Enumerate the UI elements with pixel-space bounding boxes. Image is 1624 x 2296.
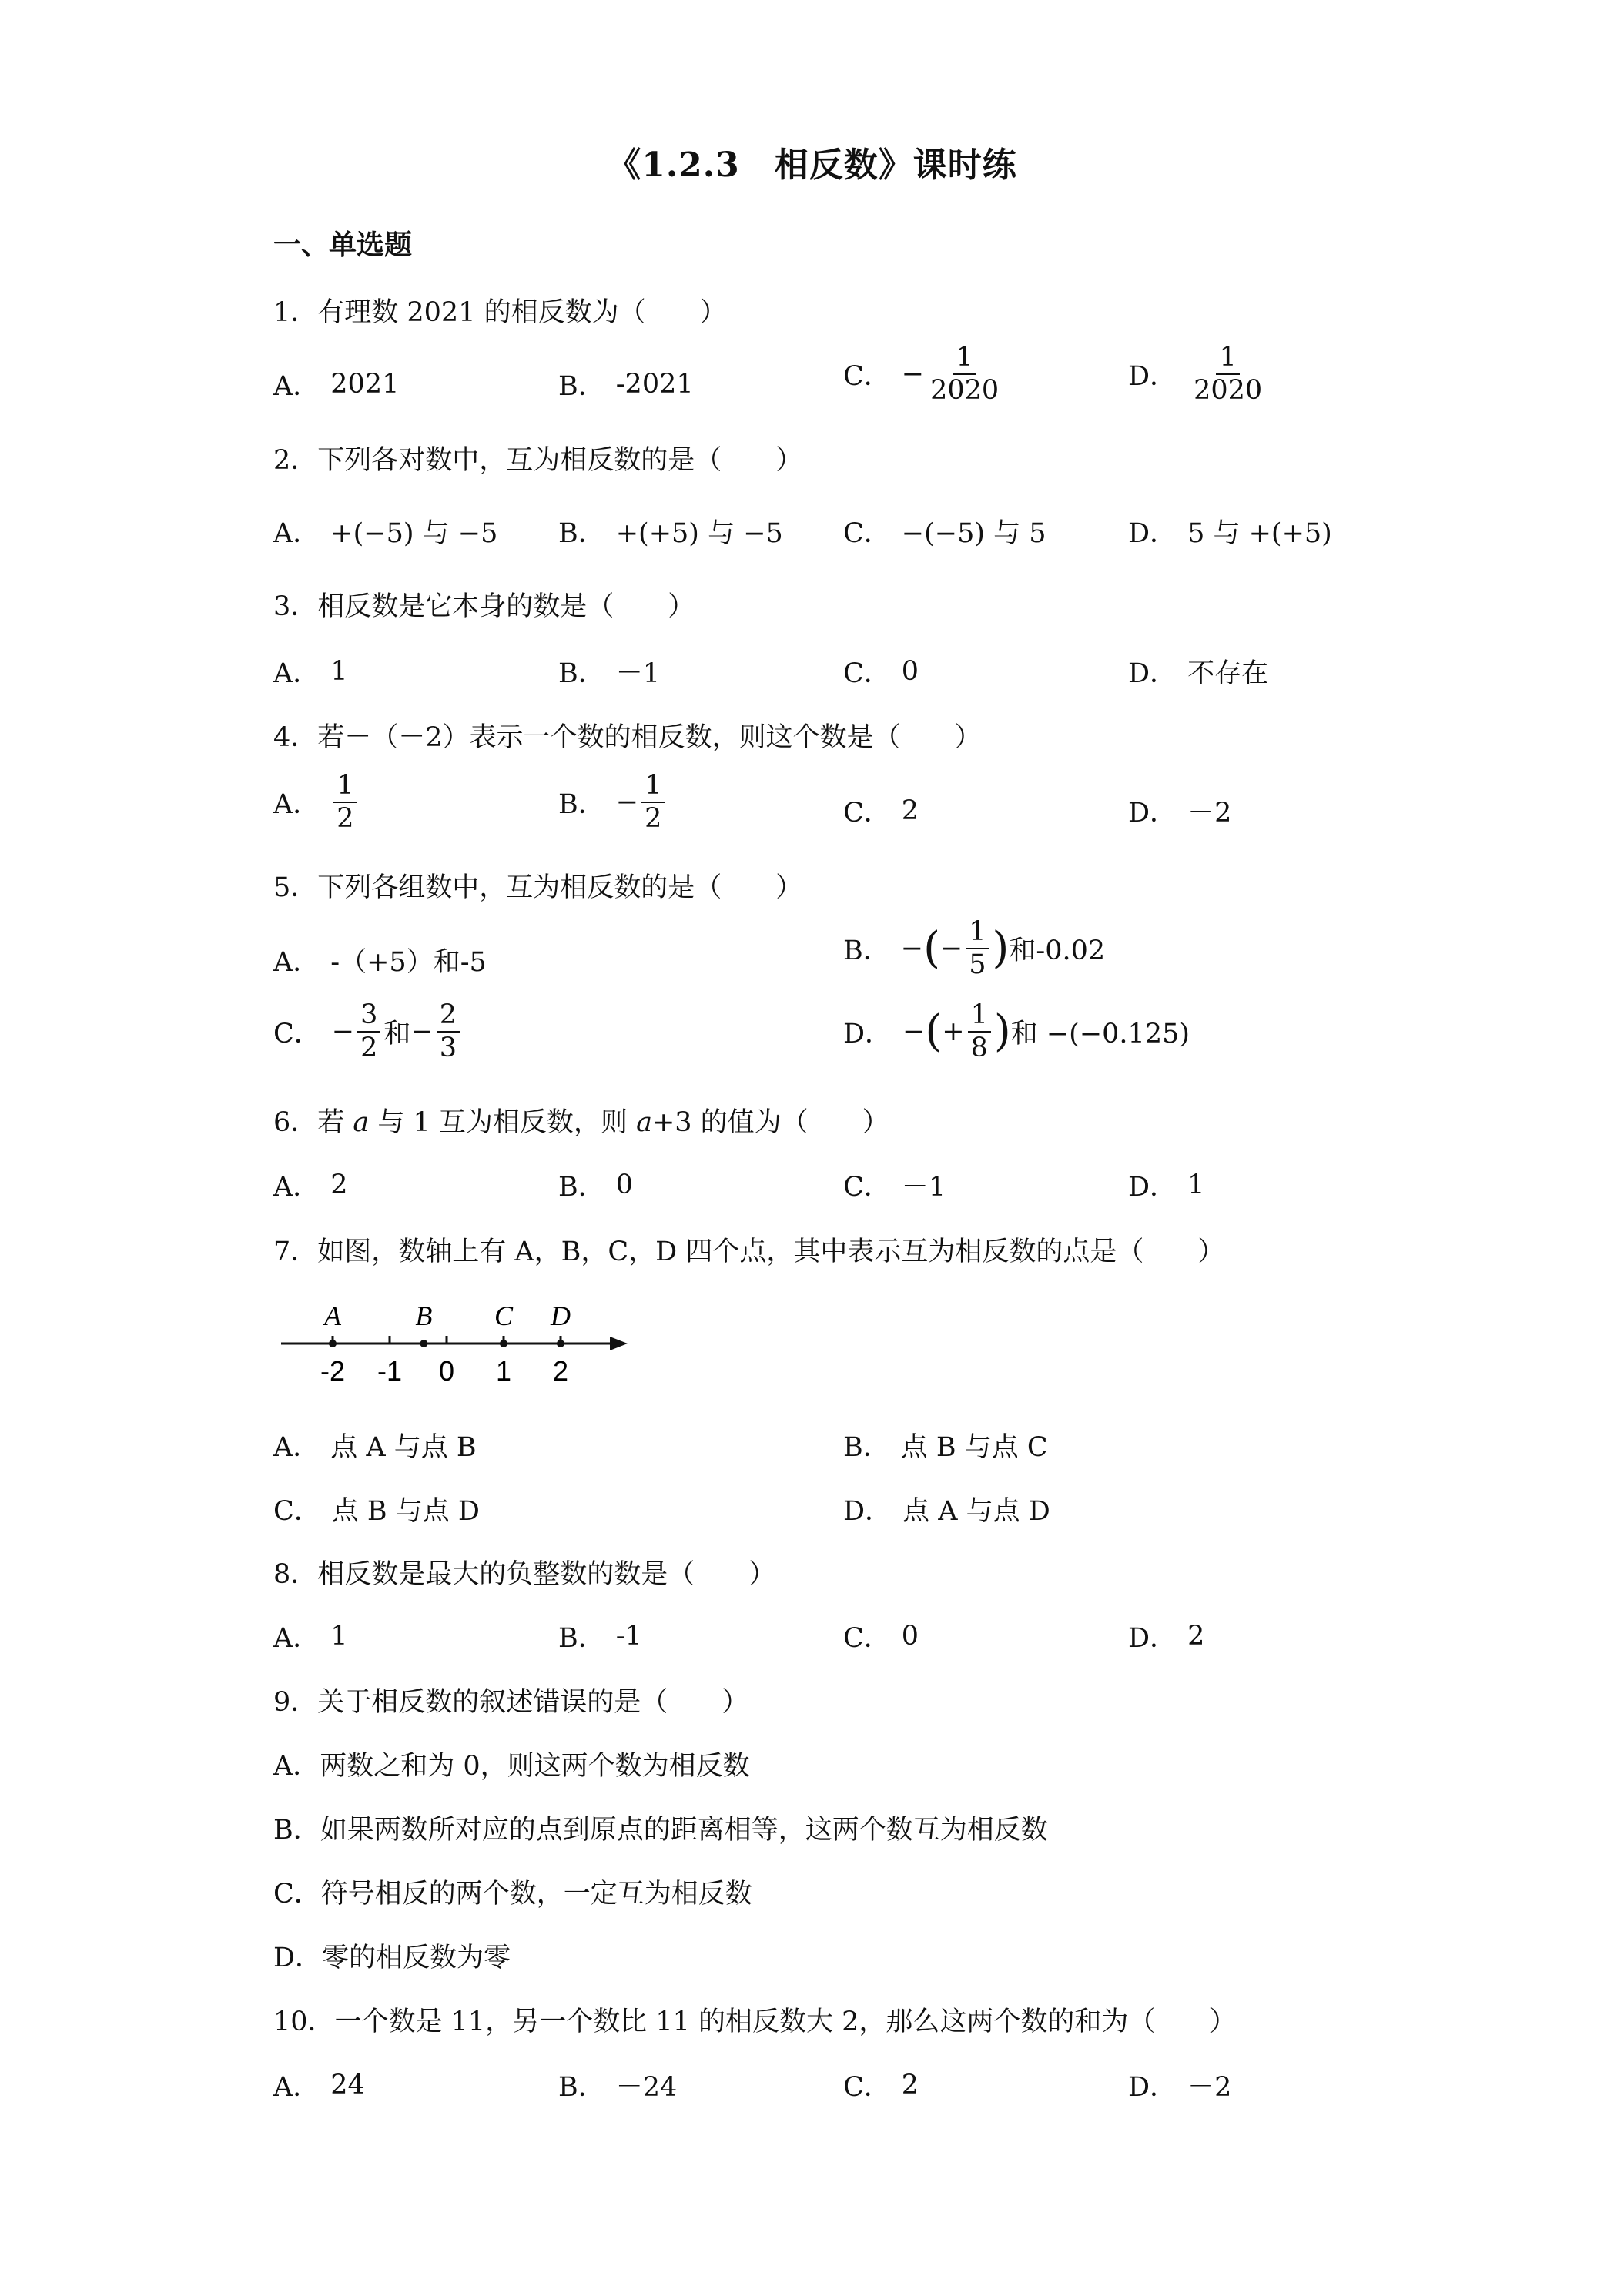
q8-option-b: B． -1 — [558, 1621, 642, 1654]
section-heading: 一、单选题 — [273, 229, 413, 261]
q6-option-b: B． 0 — [558, 1170, 634, 1203]
q5-option-c: C． − $\frac{3}{2}$ 和 − $\frac{2}{3}$ — [273, 1001, 463, 1063]
q3-option-a: A． 1 — [273, 656, 348, 689]
q6-option-c: C． －1 — [843, 1172, 946, 1203]
q7-option-b: B． 点 B 与点 C — [843, 1432, 1048, 1463]
tick-label: 2 — [552, 1355, 569, 1387]
point-label: D — [551, 1300, 571, 1331]
question-5: 5．下列各组数中，互为相反数的是（ ） — [273, 872, 803, 903]
q4-option-d: D． －2 — [1128, 798, 1232, 828]
fraction: $\frac{2}{3}$ — [437, 1001, 460, 1063]
fraction: $\frac{1}{8}$ — [968, 1001, 991, 1063]
q10-option-a: A． 24 — [273, 2070, 365, 2103]
q10-option-d: D． －2 — [1128, 2072, 1232, 2103]
q10-option-c: C． 2 — [843, 2070, 919, 2103]
q3-option-c: C． 0 — [843, 656, 919, 689]
tick-label: 1 — [495, 1355, 512, 1387]
fraction: $\frac{1}{2020}$ — [930, 342, 1000, 406]
q6-option-a: A． 2 — [273, 1170, 348, 1203]
q2-option-d: D． 5 与 +(+5) — [1128, 518, 1332, 549]
question-3: 3．相反数是它本身的数是（ ） — [273, 591, 695, 622]
q1-option-d: D． $\frac{1}{2020}$ — [1128, 343, 1268, 405]
q8-option-c: C． 0 — [843, 1621, 919, 1654]
point-label: B — [415, 1300, 433, 1331]
tick-label: 0 — [438, 1355, 455, 1387]
q5-option-b: B． − ( − $\frac{1}{5}$ ) 和-0.02 — [843, 916, 1106, 980]
point-label: A — [324, 1300, 341, 1331]
question-1: 1．有理数 2021 的相反数为（ ） — [273, 297, 727, 328]
question-10: 10．一个数是 11，另一个数比 11 的相反数大 2，那么这两个数的和为（ ） — [273, 2006, 1237, 2037]
axis-arrow — [610, 1337, 628, 1350]
fraction: $\frac{1}{5}$ — [966, 918, 989, 979]
q7-option-a: A． 点 A 与点 B — [273, 1432, 477, 1463]
question-9: 9．关于相反数的叙述错误的是（ ） — [273, 1687, 749, 1718]
q5-option-a: A． -（+5）和-5 — [273, 947, 487, 978]
tick-label: -1 — [377, 1355, 403, 1387]
fraction: $\frac{3}{2}$ — [357, 1001, 380, 1063]
q6-option-d: D． 1 — [1128, 1170, 1205, 1203]
number-line-figure — [277, 1297, 639, 1397]
q8-option-a: A． 1 — [273, 1621, 348, 1654]
q4-option-c: C． 2 — [843, 795, 919, 828]
q9-option-d: D．零的相反数为零 — [273, 1943, 511, 1973]
q4-option-a: A． $\frac{1}{2}$ — [273, 771, 360, 833]
q4-option-b: B． − $\frac{1}{2}$ — [558, 771, 668, 833]
q10-option-b: B． －24 — [558, 2072, 678, 2103]
point-d — [557, 1340, 564, 1347]
question-6: 6．若 a 与 1 互为相反数，则 a+3 的值为（ ） — [273, 1107, 889, 1138]
q5-option-d: D． − ( + $\frac{1}{8}$ ) 和 −(−0.125) — [843, 999, 1190, 1063]
point-b — [420, 1340, 427, 1347]
q1-option-a: A． 2021 — [273, 369, 400, 402]
tick-label: -2 — [320, 1355, 346, 1387]
q1-option-c: C． − $\frac{1}{2020}$ — [843, 343, 1005, 405]
q9-option-c: C．符号相反的两个数，一定互为相反数 — [273, 1879, 752, 1909]
q3-option-b: B． －1 — [558, 658, 661, 689]
fraction: $\frac{1}{2}$ — [641, 771, 665, 833]
question-4: 4．若－（－2）表示一个数的相反数，则这个数是（ ） — [273, 722, 982, 753]
question-2: 2．下列各对数中，互为相反数的是（ ） — [273, 445, 803, 476]
q2-option-c: C． −(−5) 与 5 — [843, 518, 1046, 549]
q9-option-a: A．两数之和为 0，则这两个数为相反数 — [273, 1751, 750, 1782]
point-a — [329, 1340, 337, 1347]
q8-option-d: D． 2 — [1128, 1621, 1205, 1654]
question-8: 8．相反数是最大的负整数的数是（ ） — [273, 1559, 776, 1590]
q9-option-b: B．如果两数所对应的点到原点的距离相等，这两个数互为相反数 — [273, 1815, 1048, 1846]
q7-option-c: C． 点 B 与点 D — [273, 1496, 480, 1527]
point-label: C — [494, 1300, 514, 1331]
q2-option-a: A． +(−5) 与 −5 — [273, 518, 498, 549]
q7-option-d: D． 点 A 与点 D — [843, 1496, 1050, 1527]
point-c — [500, 1340, 507, 1347]
fraction: $\frac{1}{2020}$ — [1194, 342, 1263, 406]
fraction: $\frac{1}{2}$ — [333, 771, 357, 833]
q1-option-b: B． -2021 — [558, 369, 694, 402]
question-7: 7．如图，数轴上有 A，B，C，D 四个点，其中表示互为相反数的点是（ ） — [273, 1237, 1225, 1267]
q3-option-d: D． 不存在 — [1128, 658, 1269, 689]
page-title: 《1.2.3 相反数》课时练 — [607, 146, 1017, 185]
q2-option-b: B． +(+5) 与 −5 — [558, 518, 783, 549]
